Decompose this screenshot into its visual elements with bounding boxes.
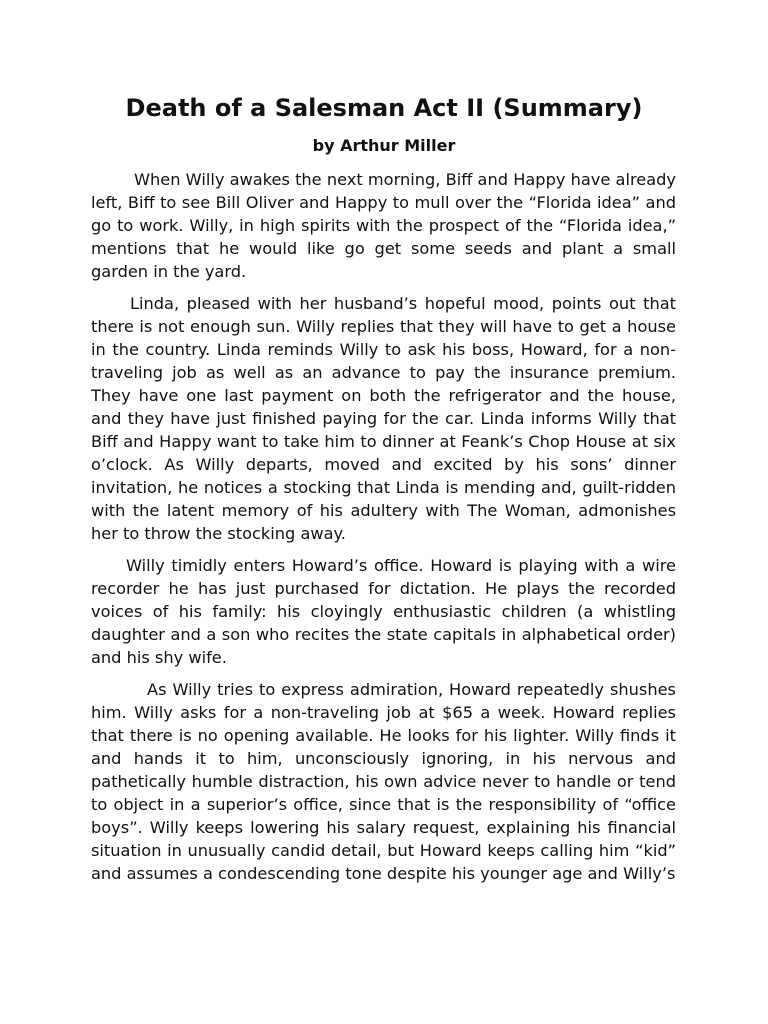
paragraph-3: Willy timidly enters Howard’s office. Howard is playing with a wire recorder he has just purchased for dictation. He plays the recorded voices of his family: his cloyingly enthusiastic children (a whistling daughter and a son who recites the state capitals in alphabetical order) and his shy wife. [91,556,676,667]
paragraph-1: When Willy awakes the next morning, Biff and Happy have already left, Biff to see Bill Oliver and Happy to mull over the “Florida idea” and go to work. Willy, in high spirits with the prospect of the “Florida idea,” mentions that he would like go get some seeds and plant a small garden in the yard. [91,170,676,281]
paragraph-4: As Willy tries to express admiration, Howard repeatedly shushes him. Willy asks for a non-traveling job at $65 a week. Howard replies that there is no opening available. He looks for his lighter. Willy finds it and hands it to him, unconsciously ignoring, in his nervous and pathetically humble distraction, his own advice never to handle or tend to object in a superior’s office, since that is the responsibility of “office boys”. Willy keeps lowering his salary request, explaining his financial situation in unusually candid detail, but Howard keeps calling him “kid” and assumes a condescending tone despite his younger age and Willy’s [91,680,676,883]
document-title: Death of a Salesman Act II (Summary) [125,94,643,122]
document-author: by Arthur Miller [312,136,456,155]
paragraph-2: Linda, pleased with her husband’s hopeful mood, points out that there is not enough sun. Willy replies that they will have to get a house in the country. Linda reminds Willy to ask his boss, Howard, for a non-traveling job as well as an advance to pay the insurance premium. They have one last payment on both the refrigerator and the house, and they have just finished paying for the car. Linda informs Willy that Biff and Happy want to take him to dinner at Feank’s Chop House at six o’clock. As Willy departs, moved and excited by his sons’ dinner invitation, he notices a stocking that Linda is mending and, guilt-ridden with the latent memory of his adultery with The Woman, admonishes her to throw the stocking away. [91,294,676,543]
document-body [91,168,676,1024]
